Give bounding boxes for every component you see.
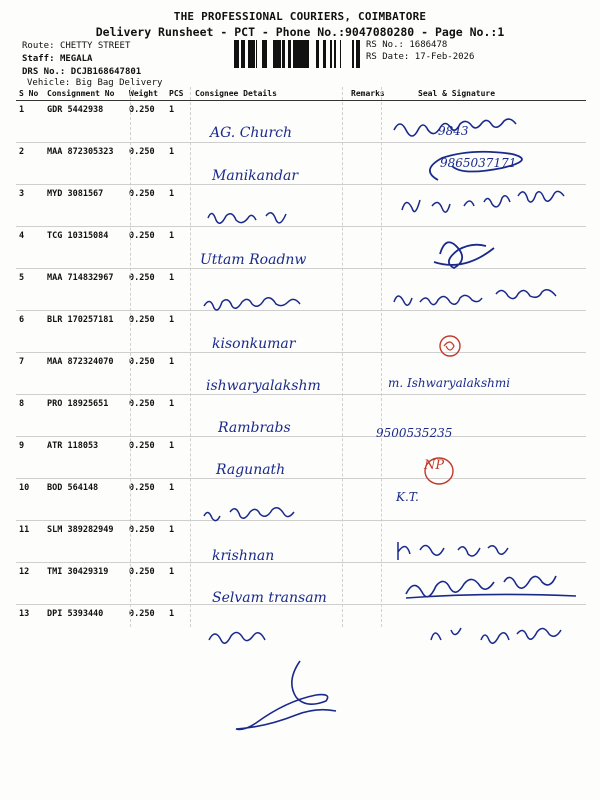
- signature-scribble: [418, 150, 538, 188]
- column-divider: [342, 87, 343, 627]
- row-weight: 0.250: [126, 101, 166, 143]
- row-consignment-no: TMI 30429319: [44, 563, 126, 605]
- barcode-bar: [234, 40, 236, 68]
- row-consignment-no: SLM 389282949: [44, 521, 126, 563]
- barcode-bar: [298, 40, 301, 68]
- barcode-bar: [323, 40, 326, 68]
- barcode-bar: [238, 40, 239, 68]
- barcode-bar: [302, 40, 305, 68]
- row-weight: 0.250: [126, 521, 166, 563]
- barcode-bar: [357, 40, 360, 68]
- signature-scribble: [425, 616, 575, 652]
- barcode-bar: [250, 40, 253, 68]
- row-remarks: [348, 185, 404, 227]
- row-weight: 0.250: [126, 563, 166, 605]
- consignee-handwriting: Ragunath: [216, 462, 286, 478]
- col-weight: Weight: [126, 87, 166, 101]
- row-weight: 0.250: [129, 609, 155, 619]
- barcode-bar: [305, 40, 307, 68]
- barcode-bar: [307, 40, 309, 68]
- vehicle-label: Vehicle:: [27, 78, 71, 88]
- row-pcs: 1: [166, 521, 192, 563]
- col-remarks: Remarks: [348, 87, 404, 101]
- row-remarks: [348, 143, 404, 185]
- rs-date-label: RS Date:: [366, 52, 410, 62]
- route-value: CHETTY STREET: [59, 41, 131, 51]
- signature-scribble: [392, 112, 582, 148]
- row-sno: 12: [16, 563, 44, 605]
- consignee-scribble: [204, 202, 304, 232]
- row-consignment-no: DPI 5393440: [47, 609, 104, 619]
- row-pcs: 1: [166, 185, 192, 227]
- row-sno: 11: [16, 521, 44, 563]
- barcode-bar: [334, 40, 335, 68]
- barcode-bar: [275, 40, 278, 68]
- row-sno: 8: [16, 395, 44, 437]
- signature-scribble: [402, 574, 592, 612]
- barcode-bar: [335, 40, 336, 68]
- consignee-handwriting: kisonkumar: [212, 336, 296, 352]
- barcode-bar: [288, 40, 291, 68]
- rs-no-line: [366, 40, 447, 50]
- staff-label: Staff:: [22, 54, 55, 64]
- consignee-scribble: [200, 500, 310, 530]
- barcode-bar: [316, 40, 319, 68]
- barcode-bar: [264, 40, 265, 68]
- row-consignment-no: PRO 18925651: [44, 395, 126, 437]
- row-sno: 9: [16, 437, 44, 479]
- row-weight: 0.250: [126, 269, 166, 311]
- barcode-bar: [244, 40, 245, 68]
- drs-label: DRS No.:: [22, 67, 66, 77]
- barcode-bar: [293, 40, 295, 68]
- row-weight: 0.250: [126, 479, 166, 521]
- row-sno: 1: [16, 101, 44, 143]
- column-divider: [381, 87, 382, 627]
- table-row: [16, 437, 586, 479]
- consignee-handwriting: AG. Church: [210, 125, 292, 141]
- barcode-bar: [352, 40, 354, 68]
- row-weight: 0.250: [126, 311, 166, 353]
- row-consignment-no: BLR 170257181: [44, 311, 126, 353]
- row-pcs: 1: [166, 269, 192, 311]
- row-consignment-no: MAA 872324070: [44, 353, 126, 395]
- row-weight: 0.250: [126, 437, 166, 479]
- runsheet-title: Delivery Runsheet - PCT - Phone No.:9047080280 - Page No.:1: [95, 25, 505, 39]
- row-consignment-no: ATR 118053: [44, 437, 126, 479]
- row-sno: 7: [16, 353, 44, 395]
- consignee-handwriting: Rambrabs: [218, 420, 291, 436]
- barcode-bar: [356, 40, 357, 68]
- barcode-bar: [253, 40, 255, 68]
- barcode-bar: [256, 40, 257, 68]
- row-pcs: 1: [166, 143, 192, 185]
- staff-line: [22, 54, 92, 64]
- consignee-handwriting: Manikandar: [212, 168, 299, 184]
- rs-no-label: RS No.:: [366, 40, 404, 50]
- seal-handwriting: K.T.: [396, 490, 419, 504]
- barcode-bar: [278, 40, 281, 68]
- row-consignment-no: GDR 5442938: [44, 101, 126, 143]
- seal-handwriting: 9843: [438, 124, 469, 138]
- row-sno: 6: [16, 311, 44, 353]
- consignee-scribble: [200, 288, 310, 318]
- consignee-handwriting: Uttam Roadnw: [200, 252, 307, 268]
- row-consignment-no: BOD 564148: [44, 479, 126, 521]
- stamp-mark: [430, 330, 470, 362]
- staff-value: MEGALA: [59, 54, 93, 64]
- col-consignee: Consignee Details: [192, 87, 348, 101]
- row-weight: 0.250: [126, 395, 166, 437]
- company-title: THE PROFESSIONAL COURIERS, COIMBATORE: [173, 10, 427, 23]
- row-consignment-no: TCG 10315084: [44, 227, 126, 269]
- row-consignment-no: MAA 872305323: [44, 143, 126, 185]
- row-sno: 10: [16, 479, 44, 521]
- rs-date-line: [366, 52, 474, 62]
- row-remarks: [348, 563, 404, 605]
- row-sno: 3: [16, 185, 44, 227]
- barcode-bar: [248, 40, 250, 68]
- drs-line: [22, 67, 141, 77]
- barcode-bar: [330, 40, 332, 68]
- col-sno: S No: [16, 87, 44, 101]
- row-pcs: 1: [166, 479, 192, 521]
- row-remarks: [348, 437, 404, 479]
- col-seal: Seal & Signature: [404, 87, 586, 101]
- signature-scribble: [390, 284, 590, 318]
- table-row: [16, 395, 586, 437]
- row-consignment-no: MAA 714832967: [44, 269, 126, 311]
- row-pcs: 1: [166, 353, 192, 395]
- row-pcs: 1: [166, 563, 192, 605]
- seal-handwriting: NP: [424, 458, 445, 473]
- col-consignment: Consignment No: [44, 87, 126, 101]
- row-remarks: [348, 605, 404, 647]
- signature-scribble: [430, 230, 500, 274]
- barcode-bar: [301, 40, 302, 68]
- row-weight: 0.250: [126, 185, 166, 227]
- seal-handwriting: m. Ishwaryalakshmi: [388, 376, 511, 390]
- table-header: [16, 87, 586, 101]
- seal-handwriting: 9865037171: [440, 156, 517, 170]
- barcode-bar: [262, 40, 264, 68]
- signature-scribble: [398, 190, 588, 224]
- consignee-scribble: [205, 622, 275, 652]
- row-pcs: 1: [166, 227, 192, 269]
- row-pcs: 1: [166, 437, 192, 479]
- barcode-bar: [273, 40, 275, 68]
- stamp-mark: [418, 454, 460, 488]
- signature-scribble: [392, 536, 532, 566]
- row-weight: 0.250: [126, 227, 166, 269]
- rs-no-value: 1686478: [409, 40, 448, 50]
- row-weight: 0.250: [126, 143, 166, 185]
- row-pcs: 1: [166, 395, 192, 437]
- row-pcs: 1: [166, 311, 192, 353]
- barcode-bar: [265, 40, 267, 68]
- consignee-handwriting: ishwaryalakshm: [206, 378, 321, 394]
- barcode-bar: [295, 40, 298, 68]
- consignee-handwriting: Selvam transam: [212, 590, 327, 606]
- consignee-handwriting: krishnan: [212, 548, 275, 564]
- barcode-bar: [282, 40, 285, 68]
- row-sno: 5: [16, 269, 44, 311]
- row-sno: 2: [16, 143, 44, 185]
- barcode-bar: [340, 40, 341, 68]
- row-consignment-no: MYD 3081567: [44, 185, 126, 227]
- row-sno: 4: [16, 227, 44, 269]
- row-sno: 13: [19, 609, 30, 619]
- column-divider: [130, 87, 131, 627]
- staff-signature: [230, 655, 360, 735]
- col-pcs: PCS: [166, 87, 192, 101]
- row-pcs: 1: [166, 101, 192, 143]
- barcode-bar: [236, 40, 238, 68]
- route-line: [22, 41, 130, 51]
- route-label: Route:: [22, 41, 55, 51]
- vehicle-value: Big Bag Delivery: [75, 78, 163, 88]
- column-divider: [190, 87, 191, 627]
- barcode-bar: [241, 40, 244, 68]
- drs-value: DCJB168647801: [70, 67, 142, 77]
- barcode: [234, 40, 362, 68]
- seal-handwriting: 9500535235: [376, 426, 453, 440]
- row-remarks: [348, 227, 404, 269]
- row-pcs: 1: [169, 609, 175, 619]
- row-weight: 0.250: [126, 353, 166, 395]
- rs-date-value: 17-Feb-2026: [414, 52, 475, 62]
